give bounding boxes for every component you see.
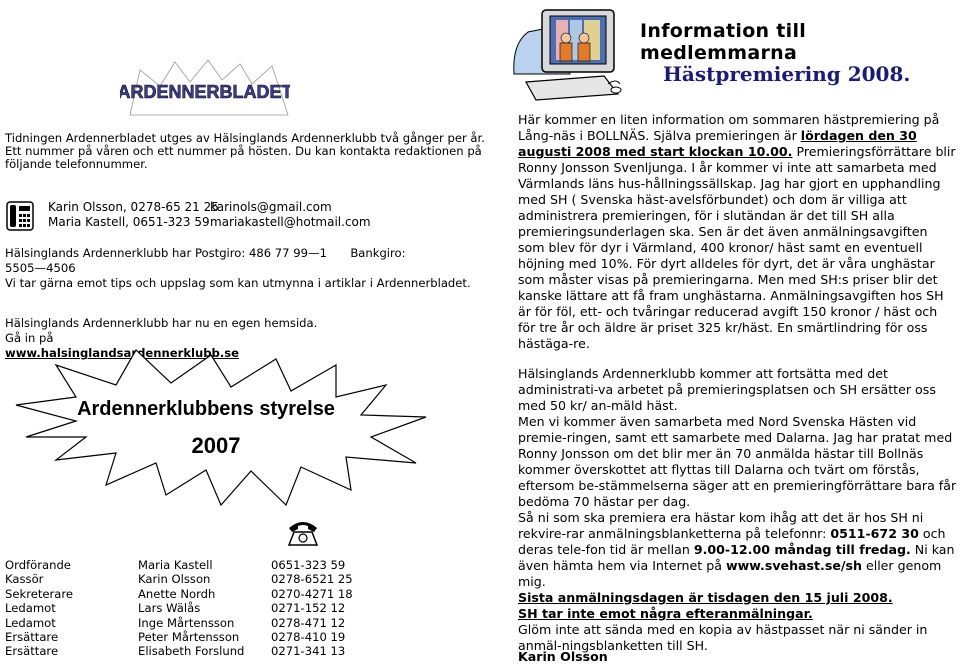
no-late-registrations: SH tar inte emot några efteranmälningar. [518,606,813,621]
homepage-link[interactable]: www.halsinglandsardennerklubb.se [5,346,240,360]
homepage-goto: Gå in på [5,331,54,345]
board-name: Elisabeth Forslund [138,644,245,659]
computer-clipart-icon [508,4,622,104]
tips-line: Vi tar gärna emot tips och uppslag som kan utmynna i artiklar i Ardennerbladet. [5,276,471,290]
board-phone: 0271-152 12 [271,601,346,616]
intro-text: Tidningen Ardennerbladet utges av Hälsinglands Ardennerklubb två gånger per år. Ett nummer på våren och ett nummer på hösten. Du kan kontakta redaktionen på följande telefonnummer. [5,131,485,171]
phone-icon [6,200,34,232]
board-role: Sekreterare [5,586,74,601]
telephone-icon [286,518,320,548]
table-row [5,558,353,572]
board-role: Ordförande [5,558,71,572]
board-name: Anette Nordh [138,586,216,601]
email-karin[interactable]: karinols@gmail.com [210,200,332,214]
board-phone: 0278-471 12 [271,615,346,630]
board-phone: 0278-6521 25 [271,572,353,587]
board-name: Lars Wälås [138,601,201,616]
board-role: Ledamot [5,615,56,630]
contact-maria: Maria Kastell, 0651-323 59 [48,215,210,229]
bankgiro-label: Bankgiro: [350,246,406,260]
bankgiro-number: 5505—4506 [5,261,76,275]
board-role: Ledamot [5,601,56,616]
svehast-link[interactable]: www.svehast.se/sh [725,558,862,573]
board-phone: 0270-4271 18 [271,586,353,601]
p4-text-4: eller genom mig. [518,558,942,589]
table-row [5,616,353,630]
board-name: Maria Kastell [138,558,213,572]
board-name: Peter Mårtensson [138,630,240,645]
article-body [518,112,958,654]
p1-text-cont: Premieringsförrättare blir Ronny Jonsson Svenljunga. I år kommer vi inte att samarbeta med Värmlands läns hus-hållningssällskap. Jag har gjort en upphandling med SH ( Svenska häst-avelsförbundet) och dom är villiga att administrera premieringen, för i slutändan är det till SH alla premieringsunderlagen ska. Sen är det även anmälningsavgiften som blev för dyr i Värmland, 400 kronor/ häst samt en eventuell höjning med 10%. För dyrt alldeles för dyrt, det är våra unghästar som måster visas på premieringarna. Men med SH:s priser blir det kanske lättare att få fram unghästarna. Anmälningsavgiften hos SH är för föl, ett- och tvåringar reducerad avgift 150 kronor / häst och för tre år och äldre är priset 325 kr/häst. En smärtlindring för oss hästäga-re. [518,144,956,351]
p4-text-2: och deras tele-fon tid är mellan [518,526,946,557]
postgiro-line: Hälsinglands Ardennerklubb har Postgiro: 486 77 99—1 [5,246,327,260]
paragraph-2: Hälsinglands Ardennerklubb kommer att fortsätta med det administrati-va arbetet på premieringsplatsen och SH ersätter oss med 50 kr/ an-mäld häst. [518,366,936,413]
table-row [5,644,353,658]
paragraph-3: Men vi kommer även samarbeta med Nord Svenska Hästen vid premie-ringen, samt ett samarbete med Dalarna. Jag har pratat med Ronny Jonsson om det blir mer än 70 anmälda hästar till Bollnäs kommer överskottet att flyttas till Dalarna och tvärt om förstås, eftersom be-stämmelserna säger att en premieringförrättare bara får bedöma 70 hästar per dag. [518,414,957,509]
paragraph-7: Glöm inte att sända med en kopia av hästpasset när ni sänder in anmäl-ningsblanketten till SH. [518,622,928,653]
board-phone: 0271-341 13 [271,644,346,659]
signature-name: Karin Olsson [518,649,608,664]
paragraph-4 [518,510,958,590]
p1-text: Här kommer en liten information om sommaren hästpremiering på Lång-näs i BOLLNÄS. Själva premieringen är [518,112,940,143]
board-table [5,558,353,659]
sh-phone-hours: 9.00-12.00 måndag till fredag. [693,542,911,557]
premiering-date: lördagen den 30 augusti 2008 med start klockan 10.00. [518,128,917,159]
board-role: Ersättare [5,644,59,659]
board-name: Inge Mårtensson [138,615,235,630]
table-row [5,630,353,644]
ardennerbladet-logo [120,60,290,126]
table-row [5,601,353,615]
sh-phone: 0511-672 30 [830,526,919,541]
board-phone: 0651-323 59 [271,558,346,572]
paragraph-1 [518,112,958,352]
deadline-line: Sista anmälningsdagen är tisdagen den 15 juli 2008. [518,590,893,605]
board-name: Karin Olsson [138,572,211,587]
p4-text: Så ni som ska premiera era hästar kom ihåg att det är hos SH ni rekvire-rar anmälningsblanketterna på telefonnr: [518,510,924,541]
logo-text: ARDENNERBLADET [120,82,290,102]
table-row [5,572,353,586]
board-title-line1: Ardennerklubbens styrelse [77,398,335,420]
contact-karin: Karin Olsson, 0278-65 21 25 [48,200,219,214]
postgiro-section [5,246,505,291]
board-phone: 0278-410 19 [271,630,346,645]
board-role: Ersättare [5,630,59,645]
board-role: Kassör [5,572,44,587]
homepage-line: Hälsinglands Ardennerklubb har nu en egen hemsida. [5,316,318,330]
board-title-line2: 2007 [191,433,241,458]
board-title-starburst [6,345,486,515]
p4-text-3: Ni kan även hämta hem via Internet på [518,542,955,573]
page-subtitle: Hästpremiering 2008. [663,62,911,86]
page-title: Information till medlemmarna [640,20,807,64]
table-row [5,587,353,601]
email-maria[interactable]: mariakastell@hotmail.com [210,215,371,229]
